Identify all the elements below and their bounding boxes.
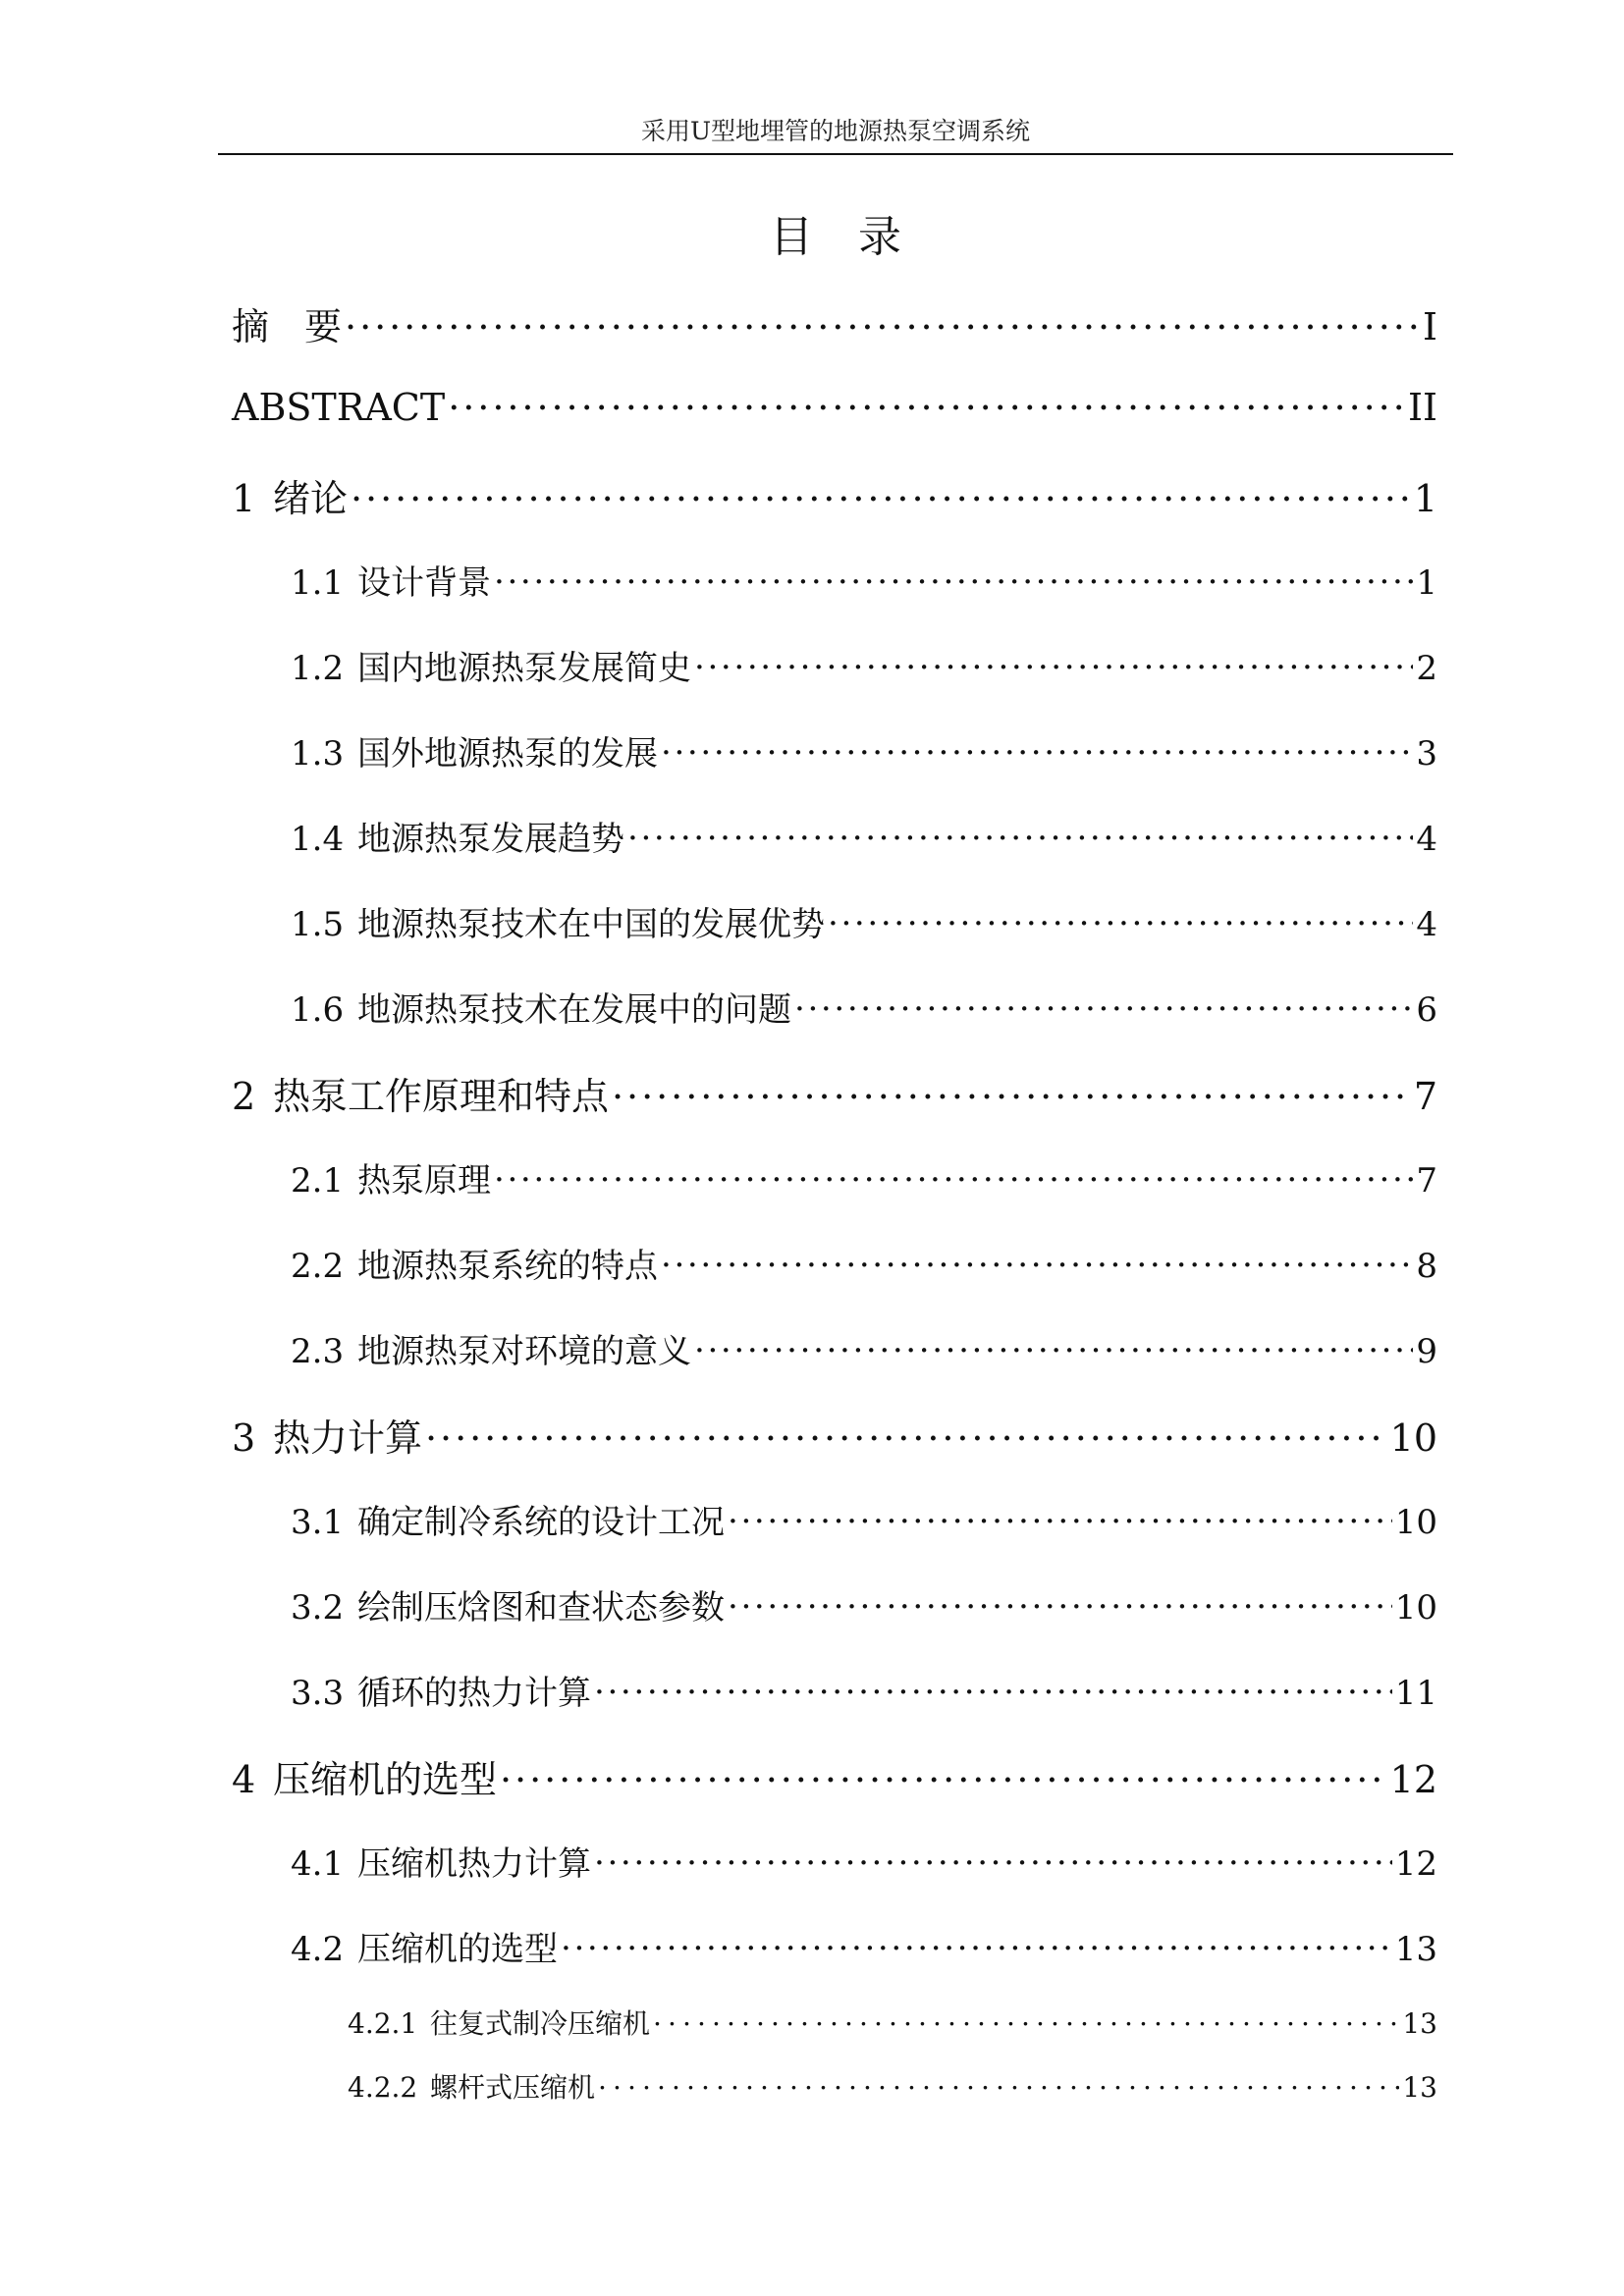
- toc-entry-number: 1.1: [291, 563, 345, 603]
- toc-entry-label: 地源热泵对环境的意义: [357, 1332, 691, 1371]
- toc-entry-section-1-6[interactable]: [291, 983, 1437, 1038]
- toc-entry-subsection-4-2-1[interactable]: [348, 2002, 1437, 2050]
- toc-entry-label: 热泵原理: [357, 1161, 491, 1201]
- toc-entry-section-4-2[interactable]: [291, 1922, 1437, 1977]
- toc-entry-label: 往复式制冷压缩机: [430, 2007, 651, 2040]
- toc-entry-page: 10: [1389, 1416, 1437, 1460]
- toc-entry-number: 1.5: [291, 905, 345, 944]
- toc-entry-number: 2.2: [291, 1247, 345, 1286]
- toc-entry-number: 1: [232, 477, 256, 520]
- toc-leader-dots: [345, 302, 1420, 340]
- toc-entry-page: II: [1407, 386, 1437, 429]
- toc-entry-page: 9: [1416, 1332, 1437, 1371]
- toc-entry-label: 国内地源热泵发展简史: [357, 649, 691, 688]
- toc-entry-page: 1: [1413, 477, 1437, 520]
- toc-entry-number: 2.1: [291, 1161, 345, 1201]
- toc-entry-label: ABSTRACT: [232, 386, 446, 429]
- toc-entry-subsection-4-2-2[interactable]: [348, 2066, 1437, 2113]
- toc-entry-page: 10: [1394, 1503, 1437, 1542]
- toc-entry-section-2-3[interactable]: [291, 1324, 1437, 1379]
- toc-entry-number: 2.3: [291, 1332, 345, 1371]
- toc-leader-dots: [598, 2069, 1399, 2097]
- toc-entry-label: 绘制压焓图和查状态参数: [357, 1588, 725, 1628]
- toc-leader-dots: [694, 646, 1413, 679]
- toc-leader-dots: [728, 1585, 1392, 1619]
- toc-entry-number: 4.2.1: [348, 2007, 418, 2040]
- toc-entry-page: 7: [1416, 1161, 1437, 1201]
- toc-entry-label: 设计背景: [357, 563, 491, 603]
- toc-entry-number: 3: [232, 1416, 256, 1460]
- toc-leader-dots: [425, 1414, 1387, 1451]
- toc-entry-chapter-3[interactable]: [232, 1408, 1437, 1467]
- toc-entry-section-2-2[interactable]: [291, 1239, 1437, 1294]
- toc-leader-dots: [661, 731, 1413, 765]
- toc-entry-page: I: [1422, 305, 1437, 348]
- toc-leader-dots: [828, 902, 1413, 935]
- toc-entry-page: 4: [1416, 905, 1437, 944]
- toc-entry-page: 8: [1416, 1247, 1437, 1286]
- toc-entry-number: 3.1: [291, 1503, 345, 1542]
- toc-entry-label: 地源热泵系统的特点: [357, 1247, 658, 1286]
- toc-leader-dots: [494, 561, 1413, 594]
- toc-entry-number: 4.1: [291, 1844, 345, 1884]
- toc-entry-chapter-2[interactable]: [232, 1066, 1437, 1125]
- toc-title: 目录: [770, 212, 947, 262]
- toc-entry-label: 螺杆式压缩机: [430, 2071, 596, 2104]
- toc-entry-label: 国外地源热泵的发展: [357, 734, 658, 774]
- toc-entry-abstract-en[interactable]: [232, 383, 1437, 442]
- running-header: 采用U型地埋管的地源热泵空调系统: [640, 117, 1031, 145]
- toc-entry-page: 13: [1394, 1930, 1437, 1969]
- toc-entry-section-2-1[interactable]: [291, 1153, 1437, 1208]
- toc-leader-dots: [627, 817, 1413, 850]
- toc-entry-label: 压缩机的选型: [273, 1758, 498, 1801]
- toc-leader-dots: [661, 1244, 1413, 1277]
- toc-entry-number: 1.6: [291, 990, 345, 1030]
- toc-leader-dots: [500, 1755, 1387, 1792]
- toc-leader-dots: [653, 2005, 1399, 2033]
- toc-leader-dots: [561, 1927, 1392, 1960]
- toc-entry-label: 摘要: [232, 305, 343, 348]
- toc-entry-label: 热力计算: [273, 1416, 423, 1460]
- toc-entry-number: 2: [232, 1075, 256, 1118]
- toc-leader-dots: [351, 474, 1411, 511]
- toc-entry-number: 1.2: [291, 649, 345, 688]
- toc-leader-dots: [728, 1500, 1392, 1533]
- toc-entry-section-1-3[interactable]: [291, 726, 1437, 781]
- toc-entry-label: 绪论: [273, 477, 349, 520]
- toc-entry-page: 6: [1416, 990, 1437, 1030]
- toc-entry-page: 13: [1402, 2007, 1437, 2040]
- toc-leader-dots: [448, 383, 1405, 420]
- toc-entry-label: 压缩机热力计算: [357, 1844, 591, 1884]
- toc-entry-label: 热泵工作原理和特点: [273, 1075, 610, 1118]
- toc-leader-dots: [694, 1329, 1413, 1362]
- toc-entry-label: 地源热泵技术在发展中的问题: [357, 990, 791, 1030]
- toc-leader-dots: [794, 988, 1413, 1021]
- toc-entry-page: 4: [1416, 820, 1437, 859]
- toc-entry-number: 3.3: [291, 1674, 345, 1713]
- toc-entry-page: 13: [1402, 2071, 1437, 2104]
- toc-entry-number: 1.4: [291, 820, 345, 859]
- toc-entry-number: 1.3: [291, 734, 345, 774]
- toc-entry-section-3-1[interactable]: [291, 1495, 1437, 1550]
- toc-entry-label: 地源热泵发展趋势: [357, 820, 624, 859]
- toc-leader-dots: [594, 1671, 1392, 1704]
- toc-entry-page: 12: [1389, 1758, 1437, 1801]
- toc-entry-page: 3: [1416, 734, 1437, 774]
- toc-leader-dots: [612, 1072, 1411, 1109]
- toc-entry-section-4-1[interactable]: [291, 1837, 1437, 1892]
- toc-entry-section-3-3[interactable]: [291, 1666, 1437, 1721]
- toc-entry-label: 地源热泵技术在中国的发展优势: [357, 905, 825, 944]
- toc-leader-dots: [494, 1158, 1413, 1192]
- toc-entry-label: 循环的热力计算: [357, 1674, 591, 1713]
- toc-entry-label: 确定制冷系统的设计工况: [357, 1503, 725, 1542]
- toc-entry-page: 1: [1416, 563, 1437, 603]
- toc-entry-number: 4.2.2: [348, 2071, 418, 2104]
- toc-entry-page: 11: [1394, 1674, 1437, 1713]
- toc-entry-number: 4: [232, 1758, 256, 1801]
- toc-entry-page: 12: [1394, 1844, 1437, 1884]
- toc-entry-number: 4.2: [291, 1930, 345, 1969]
- toc-entry-page: 7: [1413, 1075, 1437, 1118]
- toc-entry-section-1-5[interactable]: [291, 897, 1437, 952]
- toc-entry-number: 3.2: [291, 1588, 345, 1628]
- toc-entry-section-3-2[interactable]: [291, 1580, 1437, 1635]
- toc-entry-label: 压缩机的选型: [357, 1930, 558, 1969]
- toc-entry-section-1-2[interactable]: [291, 641, 1437, 696]
- toc-leader-dots: [594, 1842, 1392, 1875]
- toc-entry-chapter-1[interactable]: [232, 468, 1437, 527]
- toc-entry-chapter-4[interactable]: [232, 1749, 1437, 1808]
- toc-entry-page: 2: [1416, 649, 1437, 688]
- toc-entry-abstract-cn[interactable]: [232, 296, 1437, 355]
- toc-entry-section-1-1[interactable]: [291, 556, 1437, 611]
- toc-entry-page: 10: [1394, 1588, 1437, 1628]
- toc-entry-section-1-4[interactable]: [291, 812, 1437, 867]
